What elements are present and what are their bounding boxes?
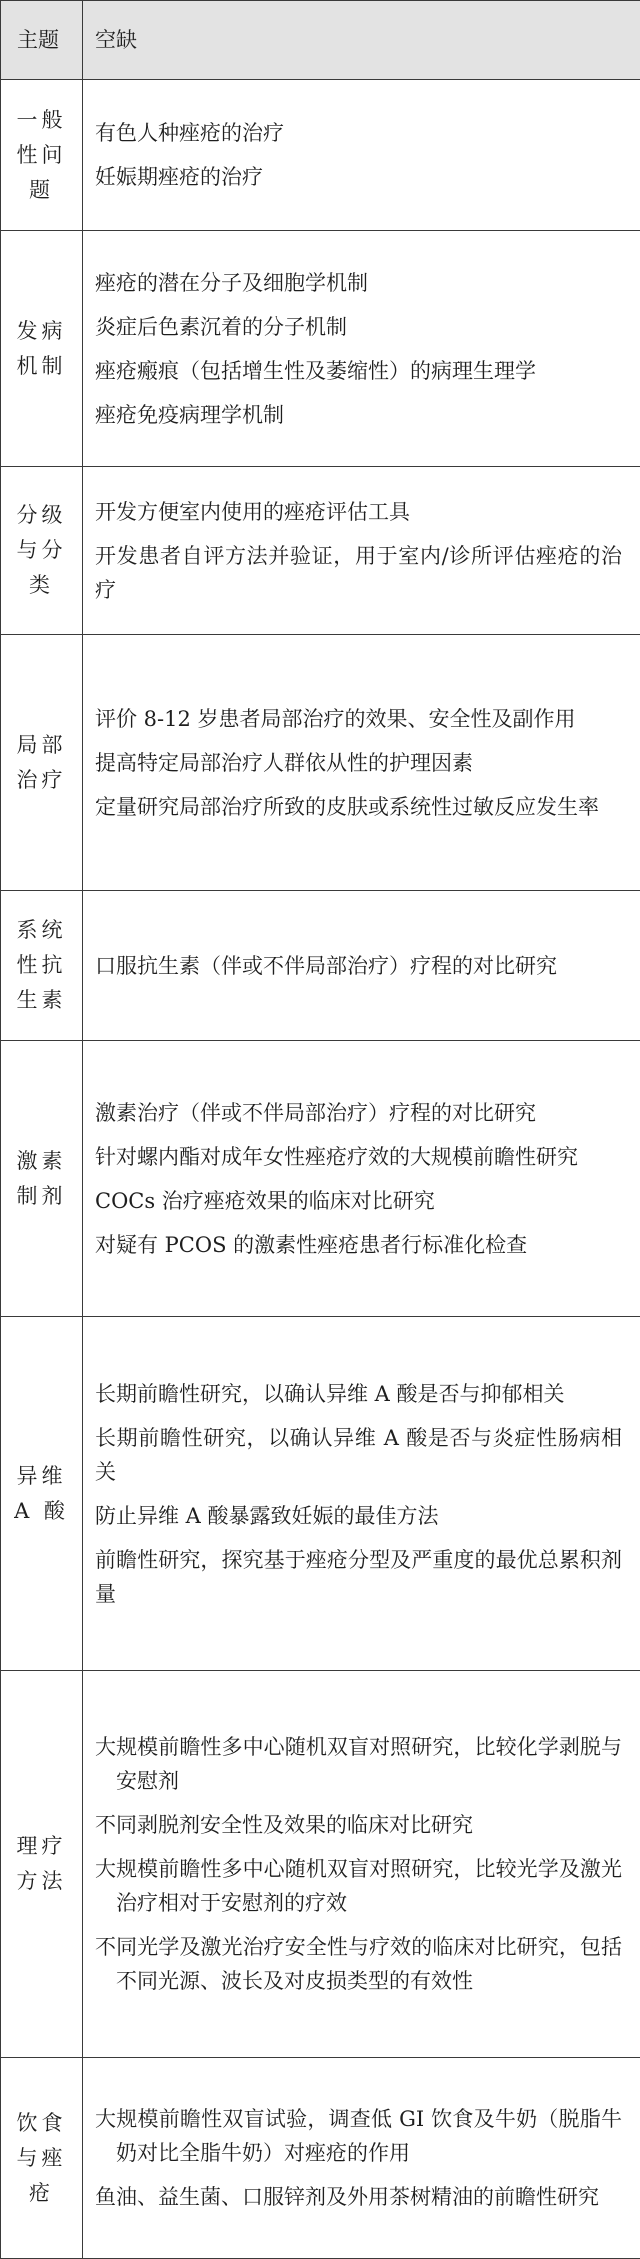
gap-item: 长期前瞻性研究，以确认异维 A 酸是否与炎症性肠病相关 bbox=[95, 1421, 622, 1489]
gaps-cell bbox=[83, 1671, 640, 2058]
header-gaps: 空缺 bbox=[83, 1, 640, 80]
gap-item: 痤疮瘢痕（包括增生性及萎缩性）的病理生理学 bbox=[95, 354, 622, 388]
topic-text: 类 bbox=[11, 568, 72, 603]
topic-text: 系统 bbox=[11, 913, 72, 948]
table-row bbox=[1, 635, 640, 891]
table-row bbox=[1, 1041, 640, 1317]
topic-cell bbox=[1, 2058, 83, 2259]
gap-item: 针对螺内酯对成年女性痤疮疗效的大规模前瞻性研究 bbox=[95, 1140, 622, 1174]
gap-item: 前瞻性研究，探究基于痤疮分型及严重度的最优总累积剂量 bbox=[95, 1543, 622, 1611]
gap-item: 口服抗生素（伴或不伴局部治疗）疗程的对比研究 bbox=[95, 949, 622, 983]
table-row bbox=[1, 1671, 640, 2058]
topic-text: 一般 bbox=[11, 103, 72, 138]
gap-item: 长期前瞻性研究，以确认异维 A 酸是否与抑郁相关 bbox=[95, 1377, 622, 1411]
topic-text: 题 bbox=[11, 173, 72, 208]
gap-item: 定量研究局部治疗所致的皮肤或系统性过敏反应发生率 bbox=[95, 790, 622, 824]
gap-item: 妊娠期痤疮的治疗 bbox=[95, 160, 622, 194]
topic-text: 制剂 bbox=[11, 1179, 72, 1214]
gap-item: 不同光学及激光治疗安全性与疗效的临床对比研究，包括不同光源、波长及对皮损类型的有效性 bbox=[95, 1930, 622, 1998]
topic-text: 激素 bbox=[11, 1144, 72, 1179]
table-row bbox=[1, 467, 640, 635]
topic-text: 理疗 bbox=[11, 1829, 72, 1864]
gap-item: 有色人种痤疮的治疗 bbox=[95, 116, 622, 150]
gap-item: 痤疮的潜在分子及细胞学机制 bbox=[95, 266, 622, 300]
topic-cell bbox=[1, 1041, 83, 1317]
topic-text: 发病 bbox=[11, 314, 72, 349]
gaps-cell bbox=[83, 1041, 640, 1317]
gap-item: 不同剥脱剂安全性及效果的临床对比研究 bbox=[95, 1808, 622, 1842]
gap-item: 激素治疗（伴或不伴局部治疗）疗程的对比研究 bbox=[95, 1096, 622, 1130]
gap-item: 痤疮免疫病理学机制 bbox=[95, 398, 622, 432]
topic-text: 治疗 bbox=[11, 763, 72, 798]
table-row bbox=[1, 891, 640, 1041]
gaps-cell bbox=[83, 80, 640, 231]
topic-cell bbox=[1, 1317, 83, 1671]
topic-text: 局部 bbox=[11, 728, 72, 763]
table-row bbox=[1, 80, 640, 231]
topic-text: 与痤 bbox=[11, 2141, 72, 2176]
topic-cell bbox=[1, 80, 83, 231]
topic-text: 机制 bbox=[11, 349, 72, 384]
gaps-cell bbox=[83, 2058, 640, 2259]
topic-cell bbox=[1, 891, 83, 1041]
gap-item: 防止异维 A 酸暴露致妊娠的最佳方法 bbox=[95, 1499, 622, 1533]
topic-cell bbox=[1, 231, 83, 467]
topic-text: 饮食 bbox=[11, 2106, 72, 2141]
topic-text: 方法 bbox=[11, 1864, 72, 1899]
topic-text: A 酸 bbox=[11, 1494, 72, 1529]
topic-text: 异维 bbox=[11, 1459, 72, 1494]
topic-text: 性抗 bbox=[11, 948, 72, 983]
gaps-cell bbox=[83, 231, 640, 467]
header-topic: 主题 bbox=[1, 1, 83, 80]
gap-item: 开发方便室内使用的痤疮评估工具 bbox=[95, 495, 622, 529]
gap-item: 大规模前瞻性多中心随机双盲对照研究，比较化学剥脱与安慰剂 bbox=[95, 1730, 622, 1798]
table-row bbox=[1, 1317, 640, 1671]
gap-item: 提高特定局部治疗人群依从性的护理因素 bbox=[95, 746, 622, 780]
topic-text: 分级 bbox=[11, 498, 72, 533]
table-row bbox=[1, 2058, 640, 2259]
gaps-cell bbox=[83, 891, 640, 1041]
gaps-cell bbox=[83, 635, 640, 891]
topic-text: 生素 bbox=[11, 983, 72, 1018]
gap-item: 大规模前瞻性多中心随机双盲对照研究，比较光学及激光治疗相对于安慰剂的疗效 bbox=[95, 1852, 622, 1920]
header-row bbox=[1, 1, 640, 80]
gap-item: 开发患者自评方法并验证，用于室内/诊所评估痤疮的治疗 bbox=[95, 539, 622, 607]
topic-cell bbox=[1, 467, 83, 635]
gap-item: 炎症后色素沉着的分子机制 bbox=[95, 310, 622, 344]
gap-item: COCs 治疗痤疮效果的临床对比研究 bbox=[95, 1184, 622, 1218]
topic-cell bbox=[1, 1671, 83, 2058]
table-row bbox=[1, 231, 640, 467]
topic-text: 疮 bbox=[11, 2176, 72, 2211]
topic-cell bbox=[1, 635, 83, 891]
gaps-cell bbox=[83, 1317, 640, 1671]
topic-text: 性问 bbox=[11, 138, 72, 173]
gap-item: 大规模前瞻性双盲试验，调查低 GI 饮食及牛奶（脱脂牛奶对比全脂牛奶）对痤疮的作用 bbox=[95, 2102, 622, 2170]
gap-item: 评价 8-12 岁患者局部治疗的效果、安全性及副作用 bbox=[95, 702, 622, 736]
gaps-cell bbox=[83, 467, 640, 635]
gap-item: 鱼油、益生菌、口服锌剂及外用茶树精油的前瞻性研究 bbox=[95, 2180, 622, 2214]
topic-text: 与分 bbox=[11, 533, 72, 568]
gap-item: 对疑有 PCOS 的激素性痤疮患者行标准化检查 bbox=[95, 1228, 622, 1262]
